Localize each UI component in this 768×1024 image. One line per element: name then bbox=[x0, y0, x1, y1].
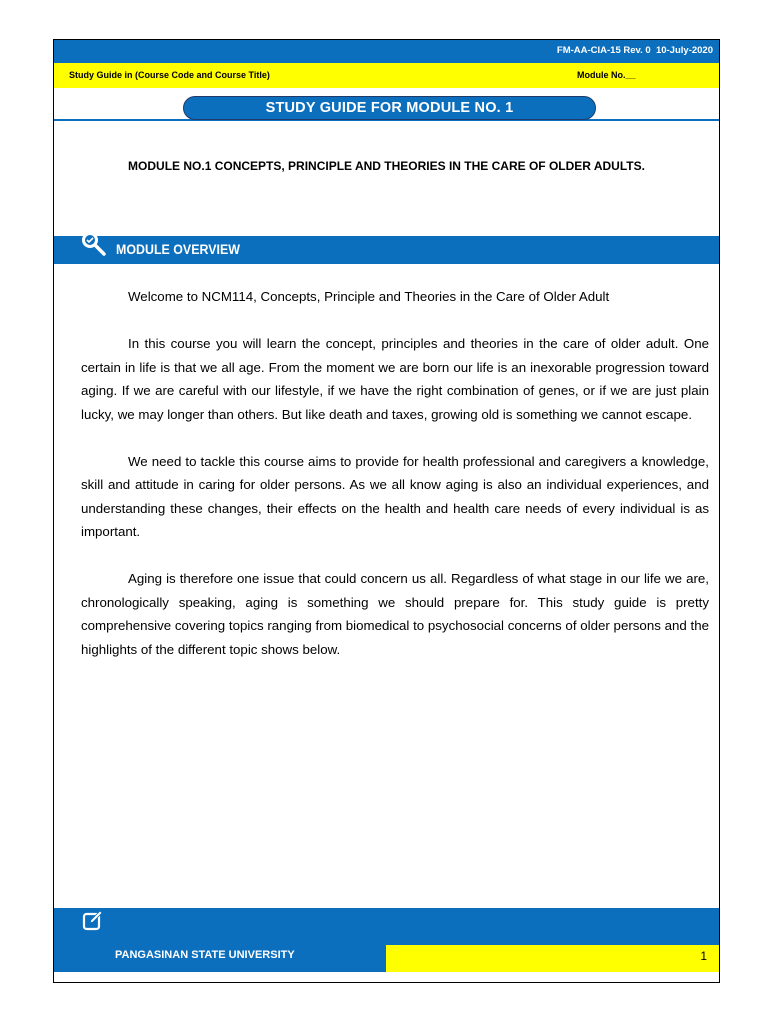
paragraph: We need to tackle this course aims to provide for health professional and caregivers a knowledge, skill and attitude in caring for older persons. As we all know aging is also an individual experiences, and understanding these changes, their effects on the health and health care needs of every individual is as important. bbox=[81, 453, 709, 539]
paragraph: Aging is therefore one issue that could concern us all. Regardless of what stage in our life we are, chronologically speaking, aging is something we should prepare for. This study guide is pretty comprehensive covering topics ranging from biomedical to psychosocial concerns of older persons and the highlights of the different topic shows below. bbox=[81, 571, 709, 657]
search-icon bbox=[78, 228, 108, 258]
document-page bbox=[53, 39, 720, 983]
header-top-bar bbox=[54, 40, 719, 63]
header-course-bar bbox=[54, 63, 719, 88]
paragraph: Welcome to NCM114, Concepts, Principle and Theories in the Care of Older Adult bbox=[128, 289, 610, 304]
form-code: FM-AA-CIA-15 Rev. 0 10-July-2020 bbox=[556, 45, 713, 56]
edit-icon bbox=[81, 909, 105, 933]
study-guide-course-title: Study Guide in (Course Code and Course Title) bbox=[69, 70, 270, 80]
module-title: MODULE NO.1 CONCEPTS, PRINCIPLE AND THEORIES IN THE CARE OF OLDER ADULTS. bbox=[128, 159, 645, 173]
module-overview-bar bbox=[54, 236, 719, 264]
module-number-label: Module No.__ bbox=[577, 70, 636, 80]
module-overview-heading: MODULE OVERVIEW bbox=[116, 242, 240, 257]
page-number: 1 bbox=[700, 949, 707, 963]
overview-body bbox=[81, 285, 709, 685]
study-guide-banner: STUDY GUIDE FOR MODULE NO. 1 bbox=[183, 96, 596, 120]
paragraph: In this course you will learn the concept, principles and theories in the care of older adult. One certain in life is that we all age. From the moment we are born our life is an inexorable progression toward aging. If we are careful with our lifestyle, if we have the right combination of genes, or if we are just plain lucky, we may longer than others. But like death and taxes, growing old is something we cannot escape. bbox=[81, 336, 709, 422]
footer-page-strip bbox=[386, 945, 720, 972]
university-name: PANGASINAN STATE UNIVERSITY bbox=[115, 949, 295, 961]
